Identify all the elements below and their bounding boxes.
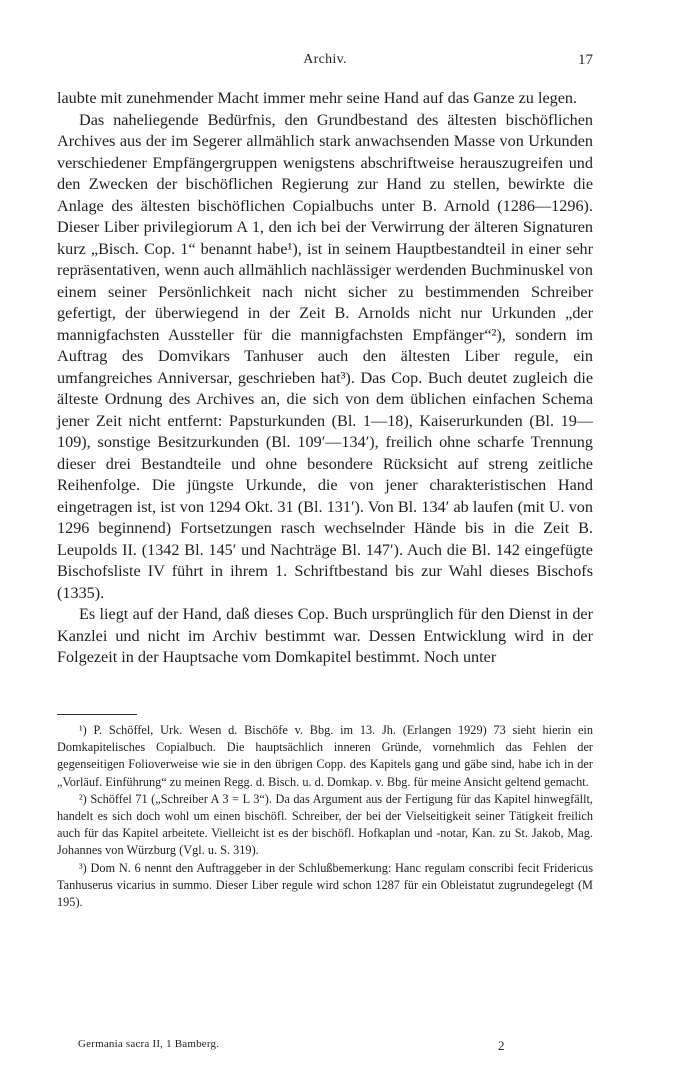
footnote-1: ¹) P. Schöffel, Urk. Wesen d. Bischöfe v. Bbg. im 13. Jh. (Erlangen 1929) 73 sieht hierin ein Domkapitelisches Copialbuch. Die hauptsächlich inneren Gründe, vornehmlich das Fehlen der gegenseitigen Folioverweise wie sie in den übrigen Copp. des Kapitels gang und gäbe sind, habe ich in der „Vorläuf. Einführung“ zu meinen Regg. d. Bisch. u. d. Domkap. v. Bbg. für meine Ansicht geltend gemacht. <box>57 723 593 789</box>
running-title: Archiv. <box>303 52 347 67</box>
sheet-number: 2 <box>498 1038 505 1053</box>
footnote-rule <box>57 714 137 715</box>
footnotes <box>57 722 593 911</box>
page-header <box>57 52 593 72</box>
paragraph: laubte mit zunehmender Macht immer mehr seine Hand auf das Ganze zu legen. <box>57 89 578 107</box>
page-number: 17 <box>578 52 593 68</box>
signature-text: Germania sacra II, 1 Bamberg. <box>78 1038 220 1050</box>
paragraph: Es liegt auf der Hand, daß dieses Cop. Buch ursprünglich für den Dienst in der Kanzlei und nicht im Archiv bestimmt war. Dessen Entwicklung wird in der Folgezeit in der Hauptsache vom Domkapitel bestimmt. Noch unter <box>57 605 593 666</box>
footnote-2: ²) Schöffel 71 („Schreiber A 3 = L 3“). Da das Argument aus der Fertigung für das Kapitel hinwegfällt, handelt es sich doch wohl um einen bischöfl. Schreiber, der bei der Vielseitigkeit seiner Tätigkeit freilich auch für das Kapitel arbeitete. Vielleicht ist es der bischöfl. Hofkaplan und -notar, Kan. zu St. Jakob, Mag. Johannes von Würzburg (Vgl. u. S. 319). <box>57 791 593 858</box>
paragraph: Das naheliegende Bedürfnis, den Grundbestand des ältesten bischöflichen Archives aus der im Segerer allmählich stark anwachsenden Masse von Urkunden verschiedener Empfängergruppen wenigstens abschriftweise herauszugreifen und den Zwecken der bischöflichen Regierung zur Hand zu stellen, bewirkte die Anlage des ältesten bischöflichen Copialbuchs unter B. Arnold (1286—1296). Dieser Liber privilegiorum A 1, den ich bei der Verwirrung der älteren Signaturen kurz „Bisch. Cop. 1“ benannt habe¹), ist in seinem Hauptbestandteil in einer sehr repräsentativen, wenn auch allmählich nachlässiger werdenden Buchminuskel von einem seiner Persönlichkeit nach nicht sicher zu bestimmenden Schreiber gefertigt, der überwiegend in der Zeit B. Arnolds nicht nur Urkunden „der mannigfachsten Aussteller für die mannigfachsten Empfänger“²), sondern im Auftrag des Domvikars Tanhuser auch den ältesten Liber regule, ein umfangreiches Anniversar, geschrieben hat³). Das Cop. Buch deutet zugleich die älteste Ordnung des Archives an, die sich von dem üblichen einfachen Schema jener Zeit nicht entfernt: Papsturkunden (Bl. 1—18), Kaiserurkunden (Bl. 19—109), sonstige Besitzurkunden (Bl. 109′—134′), freilich ohne scharfe Trennung dieser drei Bestandteile und ohne besondere Rücksicht auf streng zeitliche Reihenfolge. Die jüngste Urkunde, die von jener charakteristischen Hand eingetragen ist, ist von 1294 Okt. 31 (Bl. 131′). Von Bl. 134′ ab laufen (mit U. von 1296 beginnend) Fortsetzungen rasch wechselnder Hände bis in die Zeit B. Leupolds II. (1342 Bl. 145′ und Nachträge Bl. 147′). Auch die Bl. 142 eingefügte Bischofsliste IV führt in ihrem 1. Schriftbestand bis zur Wahl dieses Bischofs (1335). <box>57 110 593 602</box>
footnote-3: ³) Dom N. 6 nennt den Auftraggeber in der Schlußbemerkung: Hanc regulam conscribi fecit Fridericus Tanhuserus vicarius in summo. Dieser Liber regule wird schon 1287 für ein Obleistatut zugrundegelegt (M 195). <box>57 860 593 910</box>
body-text <box>57 88 593 669</box>
printer-signature <box>78 1038 593 1056</box>
